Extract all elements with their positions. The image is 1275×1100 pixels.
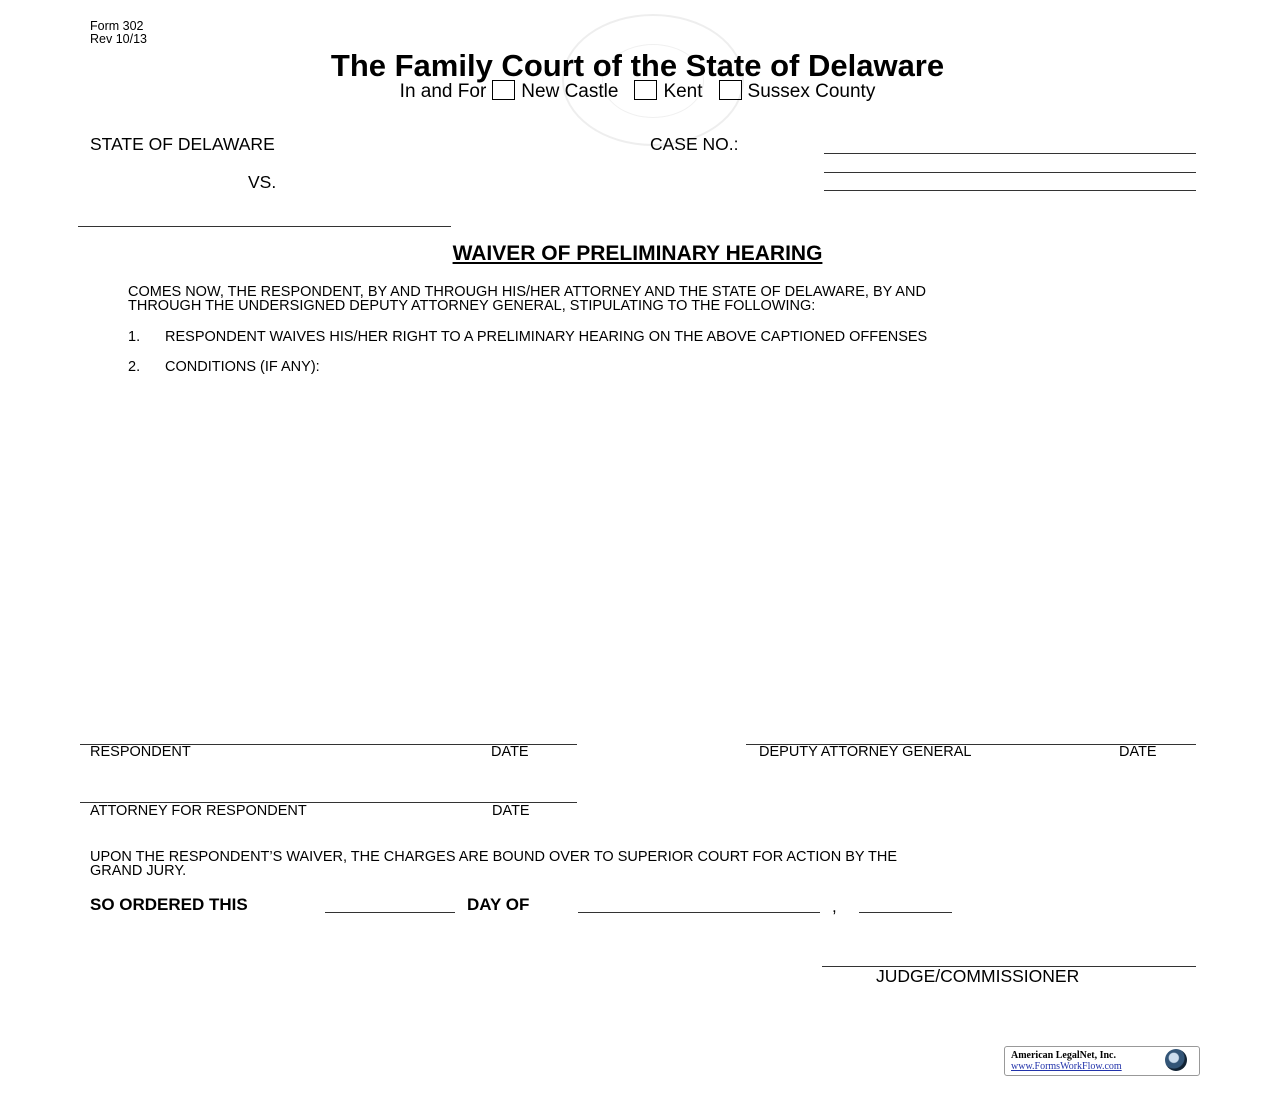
order-text-line-2: GRAND JURY. bbox=[90, 863, 187, 879]
item-1-text: RESPONDENT WAIVES HIS/HER RIGHT TO A PRELIMINARY HEARING ON THE ABOVE CAPTIONED OFFENSES bbox=[165, 329, 928, 345]
kent-label: Kent bbox=[663, 81, 703, 102]
comma: , bbox=[832, 897, 837, 916]
day-line[interactable] bbox=[325, 912, 455, 913]
kent-checkbox[interactable] bbox=[634, 80, 657, 100]
sussex-checkbox[interactable] bbox=[719, 80, 742, 100]
order-text-line-1: UPON THE RESPONDENT’S WAIVER, THE CHARGES ARE BOUND OVER TO SUPERIOR COURT FOR ACTION BY THE bbox=[90, 849, 898, 865]
form-rev: Rev 10/13 bbox=[90, 32, 147, 46]
court-title: The Family Court of the State of Delaware bbox=[330, 48, 945, 83]
globe-icon bbox=[1165, 1049, 1187, 1071]
case-no-line-1[interactable] bbox=[824, 153, 1196, 154]
so-ordered-label: SO ORDERED THIS bbox=[90, 895, 248, 914]
state-label: STATE OF DELAWARE bbox=[90, 134, 275, 154]
logo-company: American LegalNet, Inc. bbox=[1011, 1050, 1116, 1061]
county-selection bbox=[0, 80, 1275, 103]
item-1-number: 1. bbox=[128, 329, 141, 345]
attorney-date-label: DATE bbox=[492, 803, 530, 819]
in-and-for-label: In and For bbox=[399, 81, 487, 102]
vs-label: VS. bbox=[248, 172, 277, 192]
respondent-name-line[interactable] bbox=[78, 226, 451, 227]
case-no-line-2[interactable] bbox=[824, 172, 1196, 173]
item-2-number: 2. bbox=[128, 359, 141, 375]
case-no-line-3[interactable] bbox=[824, 190, 1196, 191]
new-castle-checkbox[interactable] bbox=[492, 80, 515, 100]
document-title: WAIVER OF PRELIMINARY HEARING bbox=[452, 242, 823, 265]
respondent-date-label: DATE bbox=[491, 744, 529, 760]
intro-line-2: THROUGH THE UNDERSIGNED DEPUTY ATTORNEY GENERAL, STIPULATING TO THE FOLLOWING: bbox=[128, 298, 816, 314]
respondent-label: RESPONDENT bbox=[90, 744, 191, 760]
dag-date-label: DATE bbox=[1119, 744, 1157, 760]
attorney-label: ATTORNEY FOR RESPONDENT bbox=[90, 803, 307, 819]
year-line[interactable] bbox=[859, 912, 952, 913]
sussex-label: Sussex County bbox=[747, 81, 876, 102]
intro-line-1: COMES NOW, THE RESPONDENT, BY AND THROUGH HIS/HER ATTORNEY AND THE STATE OF DELAWARE, BY AND bbox=[128, 284, 926, 300]
month-line[interactable] bbox=[578, 912, 820, 913]
day-of-label: DAY OF bbox=[467, 895, 530, 914]
case-no-label: CASE NO.: bbox=[650, 134, 739, 154]
judge-label: JUDGE/COMMISSIONER bbox=[876, 966, 1080, 986]
item-2-text: CONDITIONS (IF ANY): bbox=[165, 359, 320, 375]
form-number: Form 302 bbox=[90, 19, 144, 33]
new-castle-label: New Castle bbox=[521, 81, 619, 102]
dag-label: DEPUTY ATTORNEY GENERAL bbox=[759, 744, 972, 760]
american-legalnet-logo[interactable] bbox=[1004, 1046, 1200, 1076]
logo-url[interactable]: www.FormsWorkFlow.com bbox=[1011, 1061, 1122, 1072]
